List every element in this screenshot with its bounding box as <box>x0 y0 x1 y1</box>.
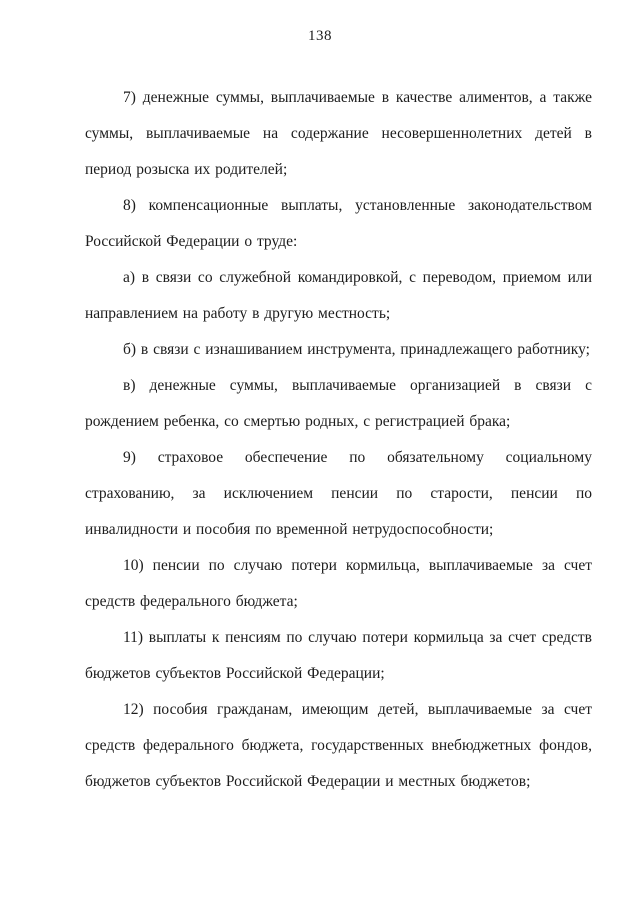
paragraph-item-8a: а) в связи со служебной командировкой, с переводом, приемом или направлением на работу в другую местность; <box>85 269 592 322</box>
paragraph-item-8v: в) денежные суммы, выплачиваемые организацией в связи с рождением ребенка, со смертью родных, с регистрацией брака; <box>85 377 592 430</box>
paragraph-item-8: 8) компенсационные выплаты, установленные законодательством Российской Федерации о труде: <box>85 197 592 250</box>
paragraph-item-8b: б) в связи с изнашиванием инструмента, принадлежащего работнику; <box>123 341 590 358</box>
paragraph-item-9: 9) страховое обеспечение по обязательному социальному страхованию, за исключением пенсии по старости, пенсии по инвалидности и пособия по временной нетрудоспособности; <box>85 449 592 538</box>
paragraph-item-11: 11) выплаты к пенсиям по случаю потери кормильца за счет средств бюджетов субъектов Российской Федерации; <box>85 629 592 682</box>
paragraph-item-7: 7) денежные суммы, выплачиваемые в качестве алиментов, а также суммы, выплачиваемые на содержание несовершеннолетних детей в период розыска их родителей; <box>85 89 592 178</box>
page-content <box>85 80 592 800</box>
page-number: 138 <box>308 28 332 44</box>
paragraph-item-12: 12) пособия гражданам, имеющим детей, выплачиваемые за счет средств федерального бюджета, государственных внебюджетных фондов, бюджетов субъектов Российской Федерации и местных бюджетов; <box>85 701 592 790</box>
paragraph-item-10: 10) пенсии по случаю потери кормильца, выплачиваемые за счет средств федерального бюджета; <box>85 557 592 610</box>
